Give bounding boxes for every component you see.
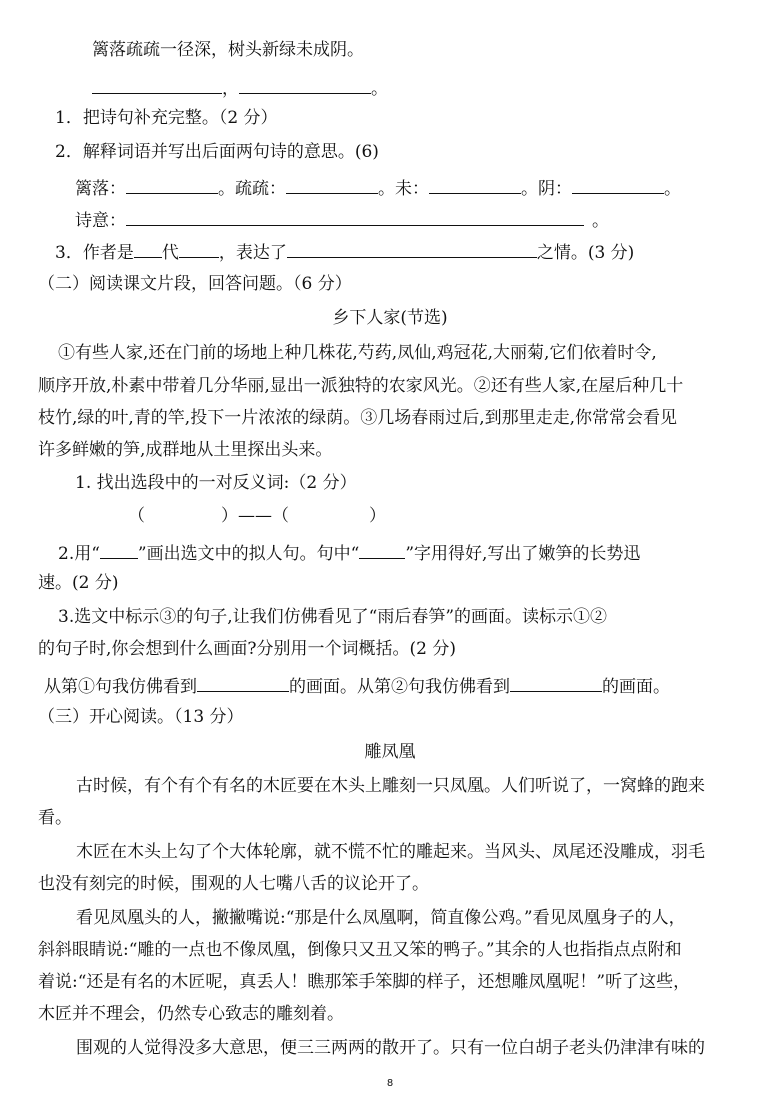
- word-label: 。未：: [378, 179, 429, 199]
- q-text: 从第①句我仿佛看到: [44, 677, 197, 697]
- punct: 。: [371, 79, 388, 99]
- answer-blank[interactable]: [126, 206, 584, 226]
- p2-question-2-cont: 速。(2 分): [38, 573, 119, 593]
- answer-blank[interactable]: [429, 174, 521, 194]
- question-1: 1．把诗句补充完整。（2 分）: [55, 108, 278, 128]
- section-2-heading: （二）阅读课文片段，回答问题。（6 分）: [38, 274, 352, 294]
- story-line: 古时候，有个有个有名的木匠要在木头上雕刻一只凤凰。人们听说了，一窝蜂的跑来: [76, 776, 705, 796]
- poem-line-1: 篱落疏疏一径深，树头新绿未成阴。: [92, 40, 364, 60]
- paren: ）——（: [221, 506, 289, 526]
- q-text: 的画面。从第②句我仿佛看到: [289, 677, 510, 697]
- story-line: 斜斜眼睛说:“雕的一点也不像凤凰，倒像只又丑又笨的鸭子。”其余的人也指指点点附和: [38, 940, 682, 960]
- passage-title: 乡下人家(节选): [332, 308, 448, 328]
- answer-blank[interactable]: [134, 238, 162, 258]
- question-2: 2．解释词语并写出后面两句诗的意思。(6): [55, 142, 379, 162]
- poem-line-2: [92, 74, 388, 101]
- q3-text: 之情。(3 分): [536, 243, 635, 263]
- answer-blank[interactable]: [286, 174, 378, 194]
- story-title: 雕凤凰: [364, 742, 416, 762]
- answer-blank[interactable]: [359, 539, 405, 559]
- answer-blank[interactable]: [126, 174, 218, 194]
- passage-line: ①有些人家,还在门前的场地上种几株花,芍药,凤仙,鸡冠花,大丽菊,它们依着时令,: [58, 343, 657, 363]
- story-line: 看。: [38, 808, 72, 828]
- story-line: 着说:“还是有名的木匠呢，真丢人！瞧那笨手笨脚的样子，还想雕凤凰呢！”听了这些，: [38, 972, 691, 992]
- answer-blank[interactable]: [510, 672, 602, 692]
- punct: 。: [664, 179, 681, 199]
- page-number: 8: [386, 1078, 394, 1089]
- question-3: [55, 238, 634, 265]
- p2-question-3: 3.选文中标示③的句子,让我们仿佛看见了“雨后春笋”的画面。读标示①②: [58, 607, 608, 627]
- q3-text: 代: [161, 243, 179, 263]
- q3-text: ，表达了: [218, 243, 287, 263]
- section-3-heading: （三）开心阅读。（13 分）: [38, 707, 244, 727]
- p2-question-3-answer: [44, 672, 670, 699]
- answer-blank[interactable]: [572, 174, 664, 194]
- passage-line: 许多鲜嫩的笋,成群地从土里探出头来。: [38, 440, 333, 460]
- meaning-label: 诗意：: [75, 211, 126, 231]
- q-text: ”画出选文中的拟人句。句中“: [137, 544, 360, 564]
- q-text: ”字用得好,写出了嫩笋的长势迅: [405, 544, 641, 564]
- answer-blank[interactable]: [197, 672, 289, 692]
- answer-blank[interactable]: [100, 539, 138, 559]
- question-2-meaning: [75, 206, 609, 233]
- answer-blank[interactable]: [239, 74, 371, 94]
- story-line: 木匠在木头上勾了个大体轮廓，就不慌不忙的雕起来。当风头、凤尾还没雕成，羽毛: [76, 842, 705, 862]
- story-line: 也没有刻完的时候，围观的人七嘴八舌的议论开了。: [38, 874, 429, 894]
- punct: 。: [592, 211, 609, 231]
- q-text: 的画面。: [602, 677, 670, 697]
- story-line: 木匠并不理会，仍然专心致志的雕刻着。: [38, 1004, 344, 1024]
- q-text: 2.用“: [58, 544, 100, 564]
- answer-blank[interactable]: [287, 238, 537, 258]
- question-2-words: [75, 174, 681, 201]
- p2-question-3-cont: 的句子时,你会想到什么画面?分别用一个词概括。(2 分): [38, 639, 457, 659]
- story-line: 看见凤凰头的人，撇撇嘴说:“那是什么凤凰啊，简直像公鸡。”看见凤凰身子的人，: [76, 908, 686, 928]
- passage-line: 枝竹,绿的叶,青的竿,投下一片浓浓的绿荫。③几场春雨过后,到那里走走,你常常会看见: [38, 408, 678, 428]
- story-line: 围观的人觉得没多大意思，便三三两两的散开了。只有一位白胡子老头仍津津有味的: [76, 1038, 705, 1058]
- punct: ，: [222, 79, 239, 99]
- word-label: 。疏疏：: [218, 179, 286, 199]
- paren: （: [128, 506, 145, 526]
- word-label: 。阴：: [521, 179, 572, 199]
- answer-blank[interactable]: [179, 238, 219, 258]
- p2-question-2: [58, 539, 640, 566]
- paren: ）: [369, 506, 386, 526]
- q3-text: 3．作者是: [55, 243, 134, 263]
- p2-question-1-answer: [128, 504, 386, 528]
- p2-question-1: 1. 找出选段中的一对反义词:（2 分）: [75, 473, 357, 493]
- answer-blank[interactable]: [92, 74, 222, 94]
- word-label: 篱落：: [75, 179, 126, 199]
- passage-line: 顺序开放,朴素中带着几分华丽,显出一派独特的农家风光。②还有些人家,在屋后种几十: [38, 376, 684, 396]
